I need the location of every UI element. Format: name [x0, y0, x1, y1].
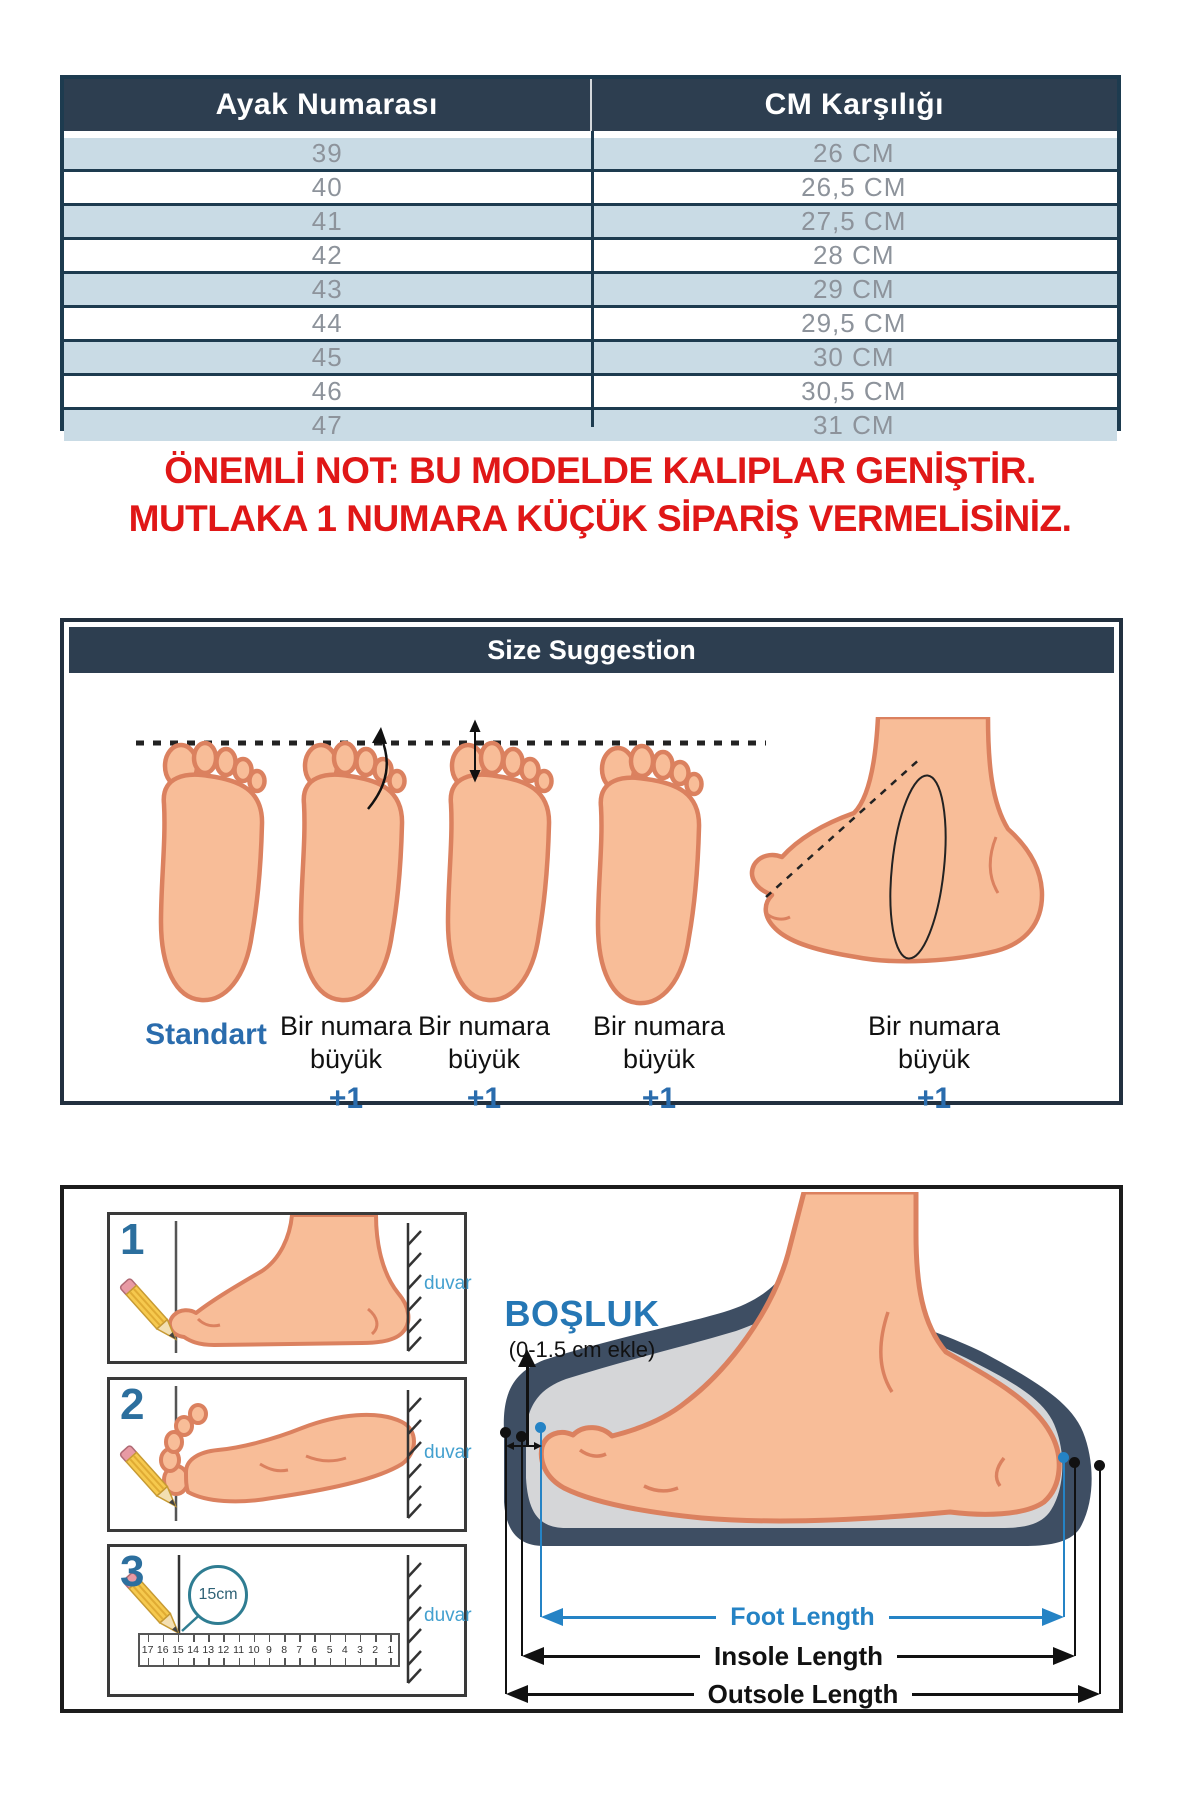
- outsole-heel-line: [1099, 1470, 1101, 1694]
- gap-title: BOŞLUK: [504, 1293, 660, 1334]
- arrow-left-icon: [541, 1608, 563, 1626]
- foot-heel-line: [1063, 1462, 1065, 1617]
- option-plus-one: [849, 1010, 1019, 1116]
- outsole-toe-line: [505, 1437, 507, 1694]
- wall-label: duvar: [424, 1605, 472, 1626]
- wall-hatching: [408, 1555, 421, 1683]
- option-label: Bir numara büyük: [867, 1011, 1001, 1074]
- column-divider: [591, 131, 594, 427]
- step-number: 1: [120, 1215, 145, 1264]
- shoe-cross-section: [484, 1192, 1124, 1572]
- cm-cell: 29 CM: [812, 274, 895, 304]
- arrow-right-icon: [1042, 1608, 1064, 1626]
- option-label: Bir numara büyük: [279, 1011, 413, 1074]
- ruler-number: 9: [261, 1635, 276, 1665]
- step-1-illustration: [110, 1215, 466, 1361]
- ruler-15cm-mark: 15cm: [188, 1565, 248, 1625]
- ruler-number: 1: [383, 1635, 398, 1665]
- warning-line-1: ÖNEMLİ NOT: BU MODELDE KALIPLAR GENİŞTİR.: [164, 450, 1036, 491]
- gap-arrow-shaft: [526, 1365, 529, 1445]
- foot-bottom-view: [161, 1405, 414, 1501]
- outsole-toe-dot: [500, 1427, 511, 1438]
- ruler-number: 6: [307, 1635, 322, 1665]
- size-cell: 39: [311, 138, 343, 168]
- plus-one-value: +1: [916, 1082, 952, 1115]
- cm-cell: 28 CM: [812, 240, 895, 270]
- insole-length-label: Insole Length: [714, 1640, 883, 1671]
- size-suggestion-title: Size Suggestion: [69, 627, 1114, 673]
- ruler-number: 14: [186, 1635, 201, 1665]
- ruler: [138, 1633, 400, 1667]
- warning-line-2: MUTLAKA 1 NUMARA KÜÇÜK SİPARİŞ VERMELİSİNİZ.: [128, 498, 1072, 539]
- foot-heel-dot: [1058, 1452, 1069, 1463]
- foot-top-view-4: [598, 746, 702, 1003]
- plus-one-value: +1: [328, 1082, 364, 1115]
- outsole-heel-dot: [1094, 1460, 1105, 1471]
- ruler-number: 15: [170, 1635, 185, 1665]
- size-table: [60, 75, 1121, 440]
- ruler-number: 13: [201, 1635, 216, 1665]
- step-number: 3: [120, 1547, 145, 1596]
- outsole-length-label: Outsole Length: [707, 1678, 899, 1709]
- cm-cell: 26,5 CM: [801, 172, 907, 202]
- size-cell: 42: [311, 240, 343, 270]
- column-header-shoe-size: Ayak Numarası: [215, 88, 438, 121]
- plus-one-value: +1: [641, 1082, 677, 1115]
- size-cell: 44: [311, 308, 343, 338]
- wall-label: duvar: [424, 1273, 472, 1294]
- size-table-header: [64, 79, 1117, 131]
- ruler-number: 7: [292, 1635, 307, 1665]
- insole-heel-dot: [1069, 1457, 1080, 1468]
- plus-one-value: +1: [466, 1082, 502, 1115]
- cm-cell: 26 CM: [812, 138, 895, 168]
- size-cell: 40: [311, 172, 343, 202]
- foot-top-view-1: [161, 743, 265, 1000]
- option-plus-one: [574, 1010, 744, 1116]
- arrow-left-icon: [522, 1647, 544, 1665]
- ruler-number: 12: [216, 1635, 231, 1665]
- ruler-cells: [140, 1635, 398, 1665]
- option-label: Bir numara büyük: [592, 1011, 726, 1074]
- step-3-box: [107, 1544, 472, 1697]
- option-label: Standart: [145, 1018, 267, 1051]
- foot-toe-line: [540, 1432, 542, 1617]
- foot-side-view: [170, 1215, 408, 1345]
- option-plus-one: [399, 1010, 569, 1116]
- curved-arrow-head: [372, 727, 387, 744]
- size-cell: 46: [311, 376, 343, 406]
- cm-cell: 31 CM: [812, 410, 895, 440]
- ruler-number: 3: [352, 1635, 367, 1665]
- size-suggestion-section: [60, 618, 1123, 1115]
- column-header-cm: CM Karşılığı: [590, 79, 1118, 131]
- size-cell: 45: [311, 342, 343, 372]
- step-2-illustration: [110, 1380, 466, 1529]
- measurement-guide-section: [60, 1185, 1123, 1713]
- option-label: Bir numara büyük: [417, 1011, 551, 1074]
- ruler-number: 10: [246, 1635, 261, 1665]
- insole-heel-line: [1074, 1467, 1076, 1656]
- cm-cell: 30,5 CM: [801, 376, 907, 406]
- foot-length-arrow: [541, 1604, 1064, 1630]
- ruler-number: 17: [140, 1635, 155, 1665]
- ruler-number: 2: [368, 1635, 383, 1665]
- foot-top-view-2: [301, 743, 405, 1000]
- ruler-number: 16: [155, 1635, 170, 1665]
- foot-length-label: Foot Length: [730, 1602, 875, 1631]
- arrow-right-icon: [1053, 1647, 1075, 1665]
- size-cell: 47: [311, 410, 343, 440]
- insole-length-arrow: [522, 1640, 1075, 1671]
- gap-subtitle: (0-1.5 cm ekle): [508, 1337, 656, 1362]
- size-cell: 43: [311, 274, 343, 304]
- step-2-box: [107, 1377, 472, 1532]
- ruler-number: 5: [322, 1635, 337, 1665]
- outsole-length-arrow: [506, 1678, 1100, 1709]
- wall-hatching: [408, 1390, 421, 1518]
- foot-top-view-3: [448, 743, 552, 1000]
- important-note: [0, 447, 1200, 543]
- step-3-illustration: [110, 1547, 466, 1694]
- cm-cell: 30 CM: [812, 342, 895, 372]
- feet-illustration: [66, 717, 1118, 1007]
- cm-cell: 29,5 CM: [801, 308, 907, 338]
- step-1-box: [107, 1212, 472, 1364]
- insole-toe-line: [521, 1441, 523, 1656]
- arrow-left-icon: [506, 1685, 528, 1703]
- ruler-number: 11: [231, 1635, 246, 1665]
- size-cell: 41: [311, 206, 343, 236]
- wall-label: duvar: [424, 1442, 472, 1463]
- step-number: 2: [120, 1380, 145, 1429]
- ruler-number: 8: [277, 1635, 292, 1665]
- cm-cell: 27,5 CM: [801, 206, 907, 236]
- foot-toe-dot: [535, 1422, 546, 1433]
- ruler-number: 4: [337, 1635, 352, 1665]
- toe-gap-double-arrow: [506, 1439, 542, 1453]
- arrow-right-icon: [1078, 1685, 1100, 1703]
- pencil-icon: [119, 1278, 180, 1344]
- wall-hatching: [408, 1223, 421, 1351]
- foot-side-view-ankle: [752, 717, 1042, 961]
